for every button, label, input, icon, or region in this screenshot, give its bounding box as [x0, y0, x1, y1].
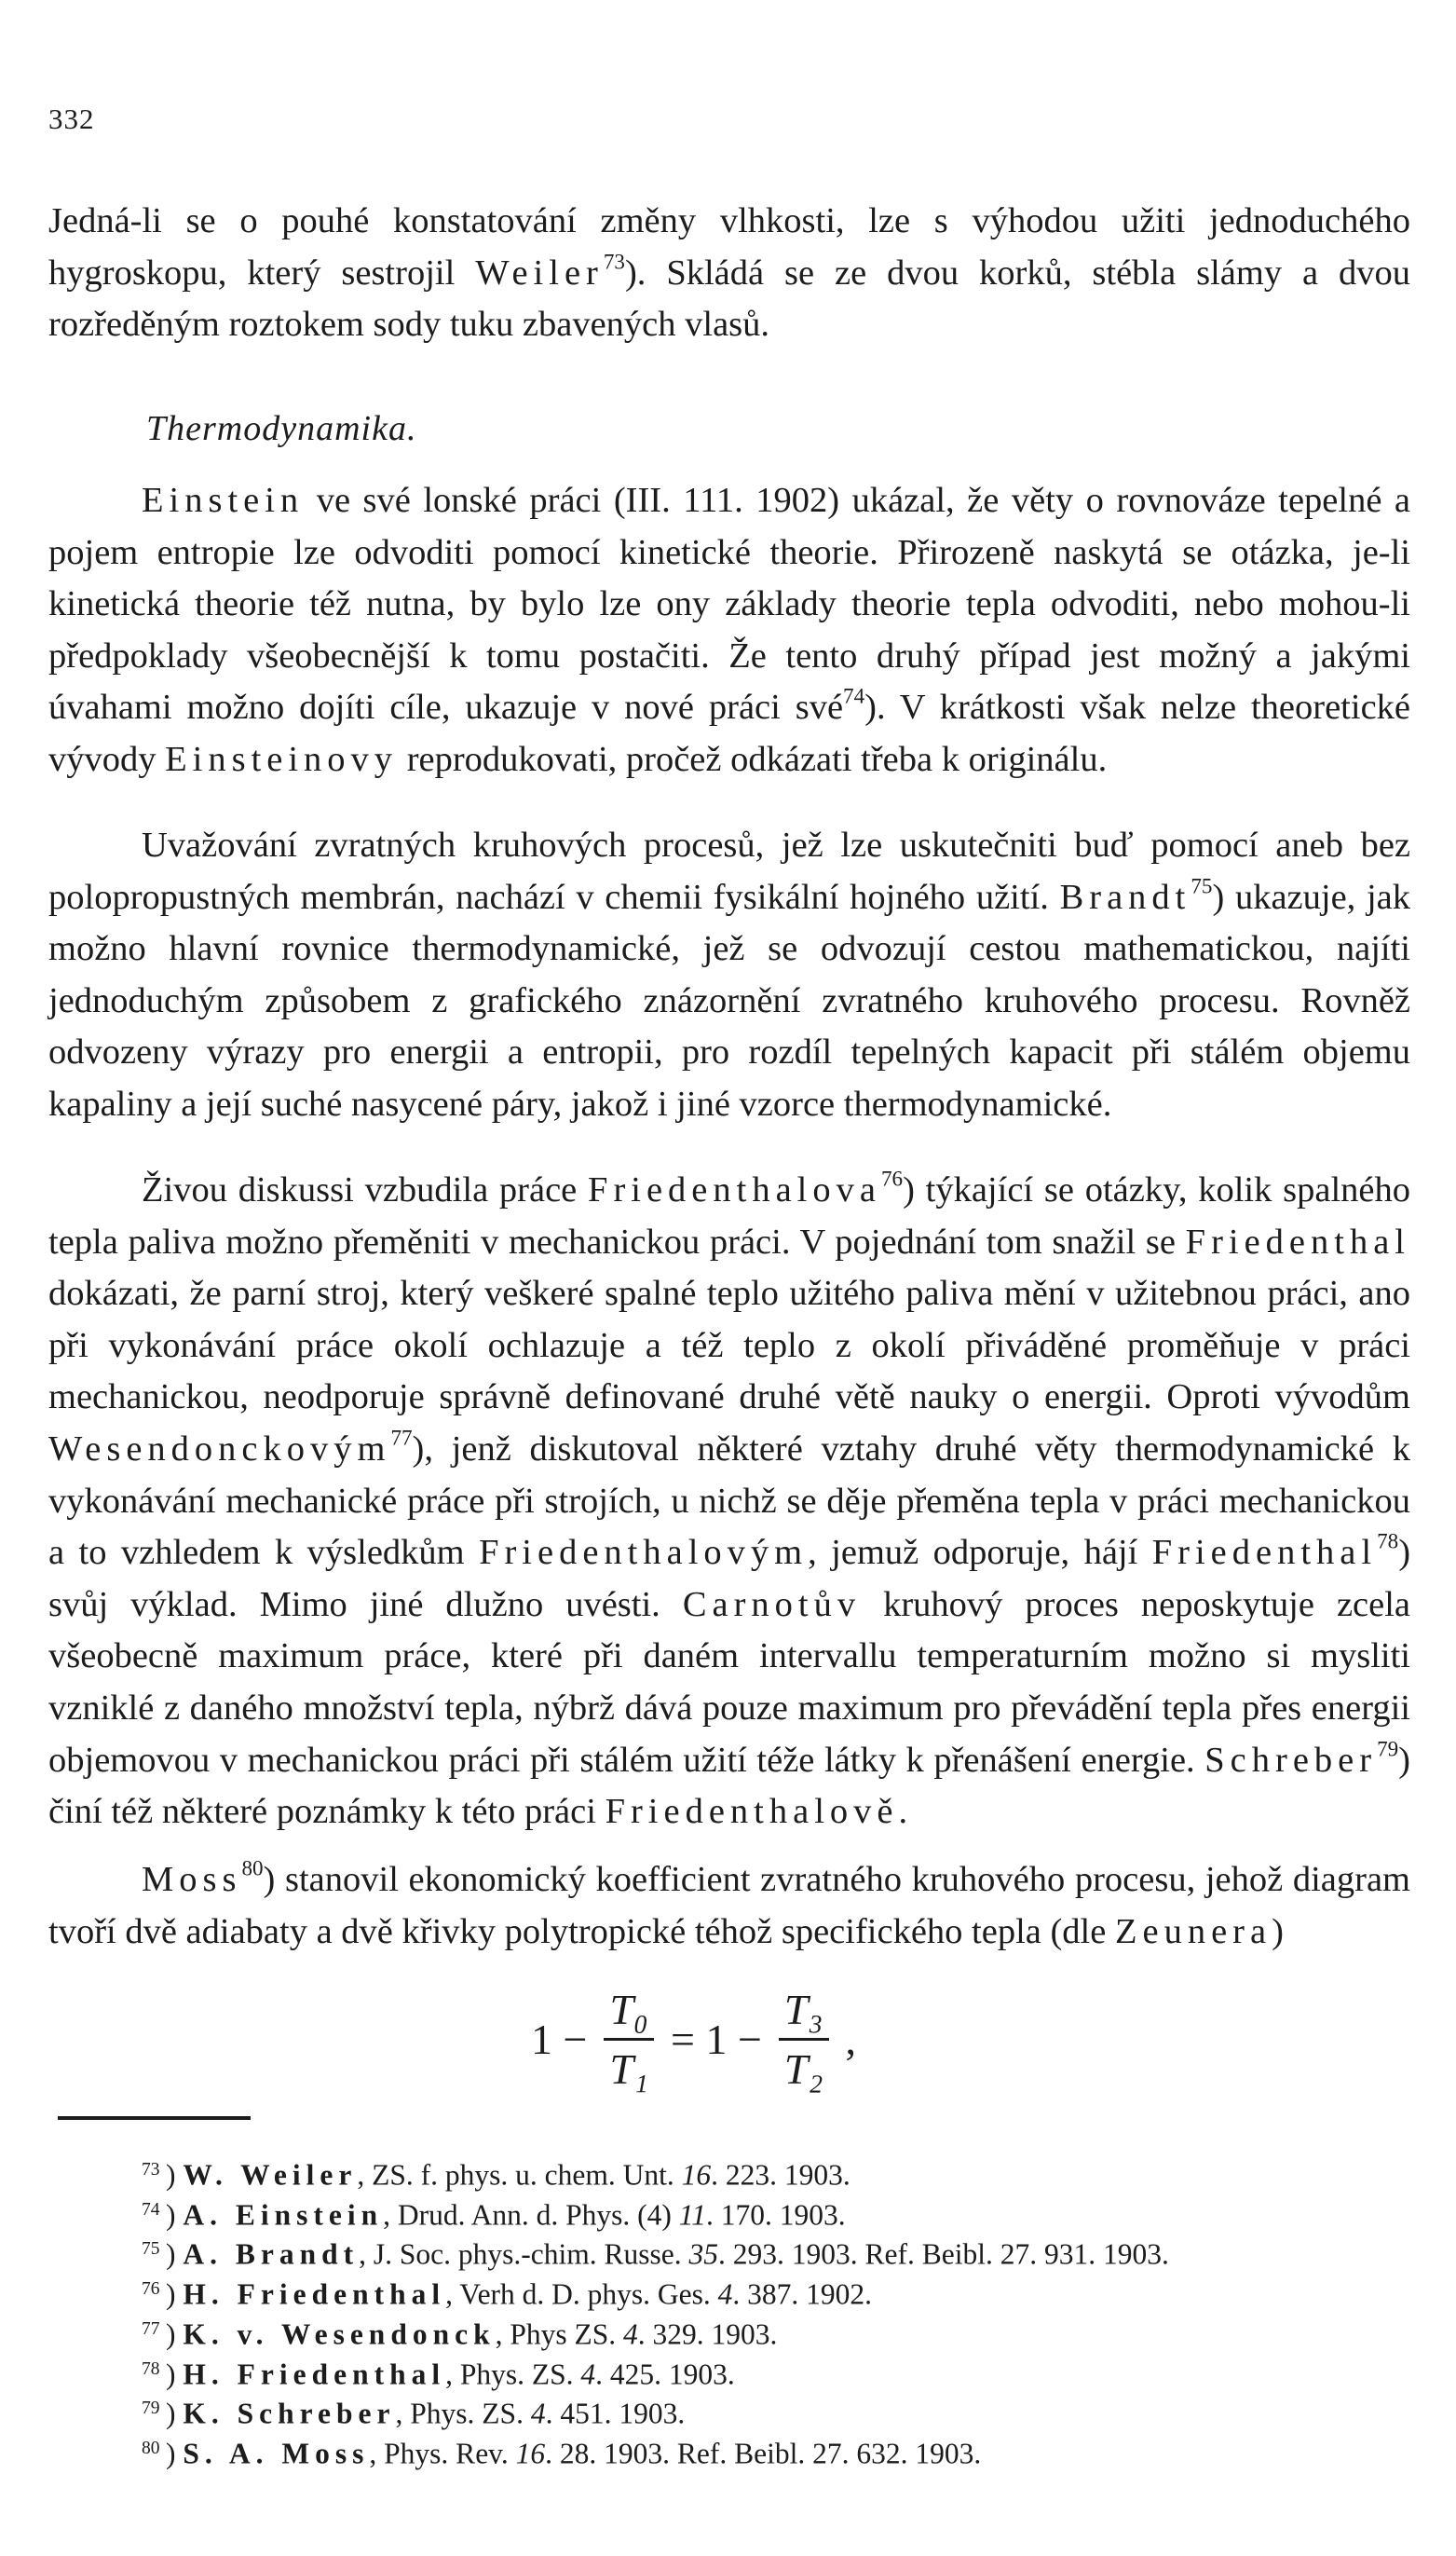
numerator: T₃ [783, 1986, 823, 2033]
author-name: Friedenthal [1185, 1222, 1410, 1262]
footnote-77: 77 ) K. v. Wesendonck, Phys ZS. 4. 329. 1903. [142, 2317, 778, 2351]
author-name: Friedenthalovým [479, 1533, 809, 1573]
fraction-t0-t1 [604, 1985, 654, 2094]
author-name: Friedenthal [1151, 1533, 1378, 1573]
fraction-bar [779, 2038, 829, 2041]
author-name: Friedenthalově [605, 1792, 899, 1832]
fraction-t3-t2 [779, 1985, 829, 2094]
author-name: Moss [142, 1860, 242, 1899]
footnote-divider [58, 2116, 251, 2120]
denominator: T₁ [609, 2045, 649, 2093]
footnote-ref: 76 [880, 1166, 904, 1191]
author-name: Carnotův [682, 1584, 862, 1624]
denominator: T₂ [783, 2045, 823, 2093]
footnotes [142, 2153, 1169, 2471]
fraction-bar [604, 2038, 654, 2041]
author-name: Brandt [1059, 877, 1191, 917]
footnote-ref: 78 [1377, 1528, 1399, 1553]
footnote-79: 79 ) K. Schreber, Phys. ZS. 4. 451. 1903. [142, 2398, 686, 2431]
author-name: Einstein [142, 481, 305, 520]
numerator: T₀ [609, 1986, 649, 2033]
author-name: Friedenthalova [588, 1170, 881, 1210]
efficiency-formula [531, 1985, 856, 2094]
formula-term: 1 − [531, 2016, 588, 2063]
footnote-ref: 80 [241, 1855, 264, 1880]
footnote-ref: 73 [603, 248, 625, 273]
section-heading: Thermodynamika. [146, 409, 417, 448]
paragraph-friedenthal: Živou diskussi vzbudila práce Friedenthalova$^{76}$) týkající se otázky, kolik spalného tepla paliva možno přeměniti v mechanickou práci. V pojednání tom snažil se Friedenthal dokázati, že parní stroj, který veškeré spalné teplo užitého paliva mění v užitebnou práci, ano při vykonávání práce okolí ochlazuje a též teplo z okolí přiváděné proměňuje v práci mechanickou, neodporuje správně definované druhé větě nauky o energii. Oproti vývodům Wesendonckovým$^{77}$), jenž diskutoval některé vztahy druhé věty thermodynamické k vykonávání mechanické práce při strojích, u nichž se děje přeměna tepla v práci mechanickou a to vzhledem k výsledkům Friedenthalovým, jemuž odporuje, hájí Friedenthal$^{78}$) svůj výklad. Mimo jiné dlužno uvésti. Carnotův kruhový proces neposkytuje zcela všeobecně maximum práce, které při daném intervallu temperaturním možno si mysliti vzniklé z daného množství tepla, nýbrž dává pouze maximum pro převádění tepla přes energii objemovou v mechanickou práci při stálém užití téže látky k přenášení energie. Schreber$^{79}$) činí též některé poznámky k této práci Friedenthalově. [48, 1166, 1411, 1832]
footnote-80: 80 ) S. A. Moss, Phys. Rev. 16. 28. 1903. Ref. Beibl. 27. 632. 1903. [142, 2437, 982, 2470]
author-name: Schreber [1204, 1740, 1378, 1780]
footnote-75: 75 ) A. Brandt, J. Soc. phys.-chim. Russe. 35. 293. 1903. Ref. Beibl. 27. 931. 1903. [142, 2238, 1169, 2272]
paragraph-moss: Moss$^{80}$) stanovil ekonomický koefficient zvratného kruhového procesu, jehož diagram tvoří dvě adiabaty a dvě křivky polytropické téhož specifického tepla (dle Zeunera) [48, 1855, 1410, 1951]
author-name: Zeunera [1114, 1911, 1272, 1951]
footnote-78: 78 ) H. Friedenthal, Phys. ZS. 4. 425. 1903. [142, 2358, 735, 2391]
footnote-74: 74 ) A. Einstein, Drud. Ann. d. Phys. (4) 11. 170. 1903. [142, 2198, 846, 2232]
author-name: Wesendonckovým [48, 1428, 391, 1469]
footnote-ref: 77 [390, 1425, 413, 1450]
paragraph-hygroskop: Jedná-li se o pouhé konstatování změny vlhkosti, lze s výhodou užiti jednoduchého hygroskopu, který sestrojil Weiler$^{73}$). Skládá se ze dvou korků, stébla slámy a dvou rozředěným roztokem sody tuku zbavených vlasů. [48, 201, 1410, 345]
author-name: Weiler [475, 253, 604, 293]
footnote-ref: 74 [843, 683, 865, 708]
footnote-73: 73 ) W. Weiler, ZS. f. phys. u. chem. Unt. 16. 223. 1903. [142, 2158, 850, 2192]
formula-comma: , [845, 2016, 856, 2063]
paragraph-brandt: Uvažování zvratných kruhových procesů, jež lze uskutečniti buď pomocí aneb bez polopropustných membrán, nachází v chemii fysikální hojného užití. Brandt$^{75}$) ukazuje, jak možno hlavní rovnice thermodynamické, jež se odvozují cestou mathematickou, najíti jednoduchým způsobem z grafického znázornění zvratného kruhového procesu. Rovněž odvozeny výrazy pro energii a entropii, pro rozdíl tepelných kapacit při stálém objemu kapaliny a její suché nasycené páry, jakož i jiné vzorce thermodynamické. [48, 826, 1410, 1124]
page-number: 332 [48, 103, 95, 135]
footnote-76: 76 ) H. Friedenthal, Verh d. D. phys. Ges. 4. 387. 1902. [142, 2277, 873, 2311]
paragraph-einstein: Einstein ve své lonské práci (III. 111. 1902) ukázal, že věty o rovnováze tepelné a pojem entropie lze odvoditi pomocí kinetické theorie. Přirozeně naskytá se otázka, je-li kinetická theorie též nutna, by bylo lze ony základy theorie tepla odvoditi, nebo mohou-li předpoklady všeobecnější k tomu postačiti. Že tento druhý případ jest možný a jakými úvahami možno dojíti cíle, ukazuje v nové práci své$^{74}$). V krátkosti však nelze theoretické vývody Einsteinovy reprodukovati, pročež odkázati třeba k originálu. [48, 481, 1410, 779]
footnote-ref: 75 [1191, 872, 1213, 897]
footnote-ref: 79 [1377, 1735, 1399, 1760]
formula-term: = 1 − [671, 2016, 762, 2063]
author-name: Einsteinovy [165, 739, 399, 779]
